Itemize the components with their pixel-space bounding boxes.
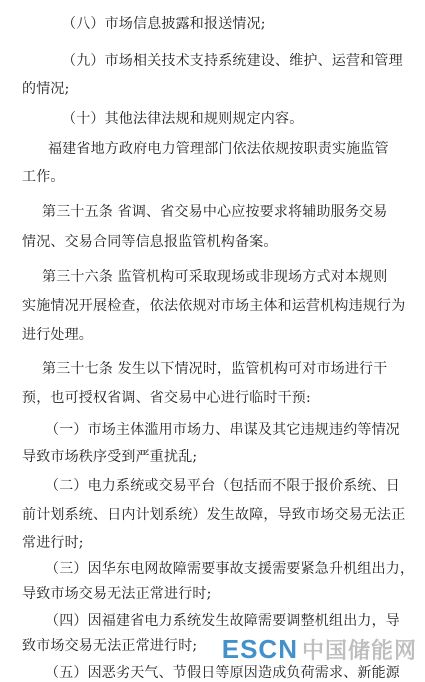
text-line: 的情况; (22, 81, 70, 97)
text-line: 常进行时; (22, 535, 84, 551)
text-line: 前计划系统、日内计划系统）发生故障，导致市场交易无法正 (22, 507, 406, 523)
text-line: 致市场交易无法正常进行时; (22, 638, 198, 654)
text-line: 福建省地方政府电力管理部门依法依规按职责实施监管 (48, 141, 389, 157)
text-line: 导致市场交易无法正常进行时; (22, 586, 212, 602)
text-line: 第三十七条 发生以下情况时，监管机构可对市场进行干 (42, 361, 388, 377)
text-line: 导致市场秩序受到严重扰乱; (22, 449, 198, 465)
text-line: （五）因恶劣天气、节假日等原因造成负荷需求、新能源 (45, 665, 400, 681)
text-line: （八）市场信息披露和报送情况; (62, 16, 266, 32)
text-line: （十）其他法律法规和规则规定内容。 (62, 111, 304, 127)
text-line: 工作。 (22, 169, 65, 185)
text-line: （三）因华东电网故障需要事故支援需要紧急升机组出力， (45, 561, 415, 577)
text-line: 进行处理。 (22, 327, 93, 343)
text-line: 预，也可授权省调、省交易中心进行临时干预: (22, 390, 311, 406)
text-line: （九）市场相关技术支持系统建设、维护、运营和管理 (62, 53, 403, 69)
text-line: 第三十六条 监管机构可采取现场或非现场方式对本规则 (42, 269, 388, 285)
text-line: （一）市场主体滥用市场力、串谋及其它违规违约等情况 (45, 422, 400, 438)
text-line: 第三十五条 省调、省交易中心应按要求将辅助服务交易 (42, 204, 388, 220)
text-line: 情况、交易合同等信息报监管机构备案。 (22, 234, 278, 250)
text-line: 实施情况开展检查，依法依规对市场主体和运营机构违规行为 (22, 298, 406, 314)
watermark-logo: ESCN (221, 633, 298, 664)
text-line: （二）电力系统或交易平台（包括而不限于报价系统、日 (45, 478, 400, 494)
watermark-text: 中国储能网 (301, 638, 417, 664)
watermark (222, 634, 417, 664)
text-line: （四）因福建省电力系统发生故障需要调整机组出力，导 (45, 613, 400, 629)
